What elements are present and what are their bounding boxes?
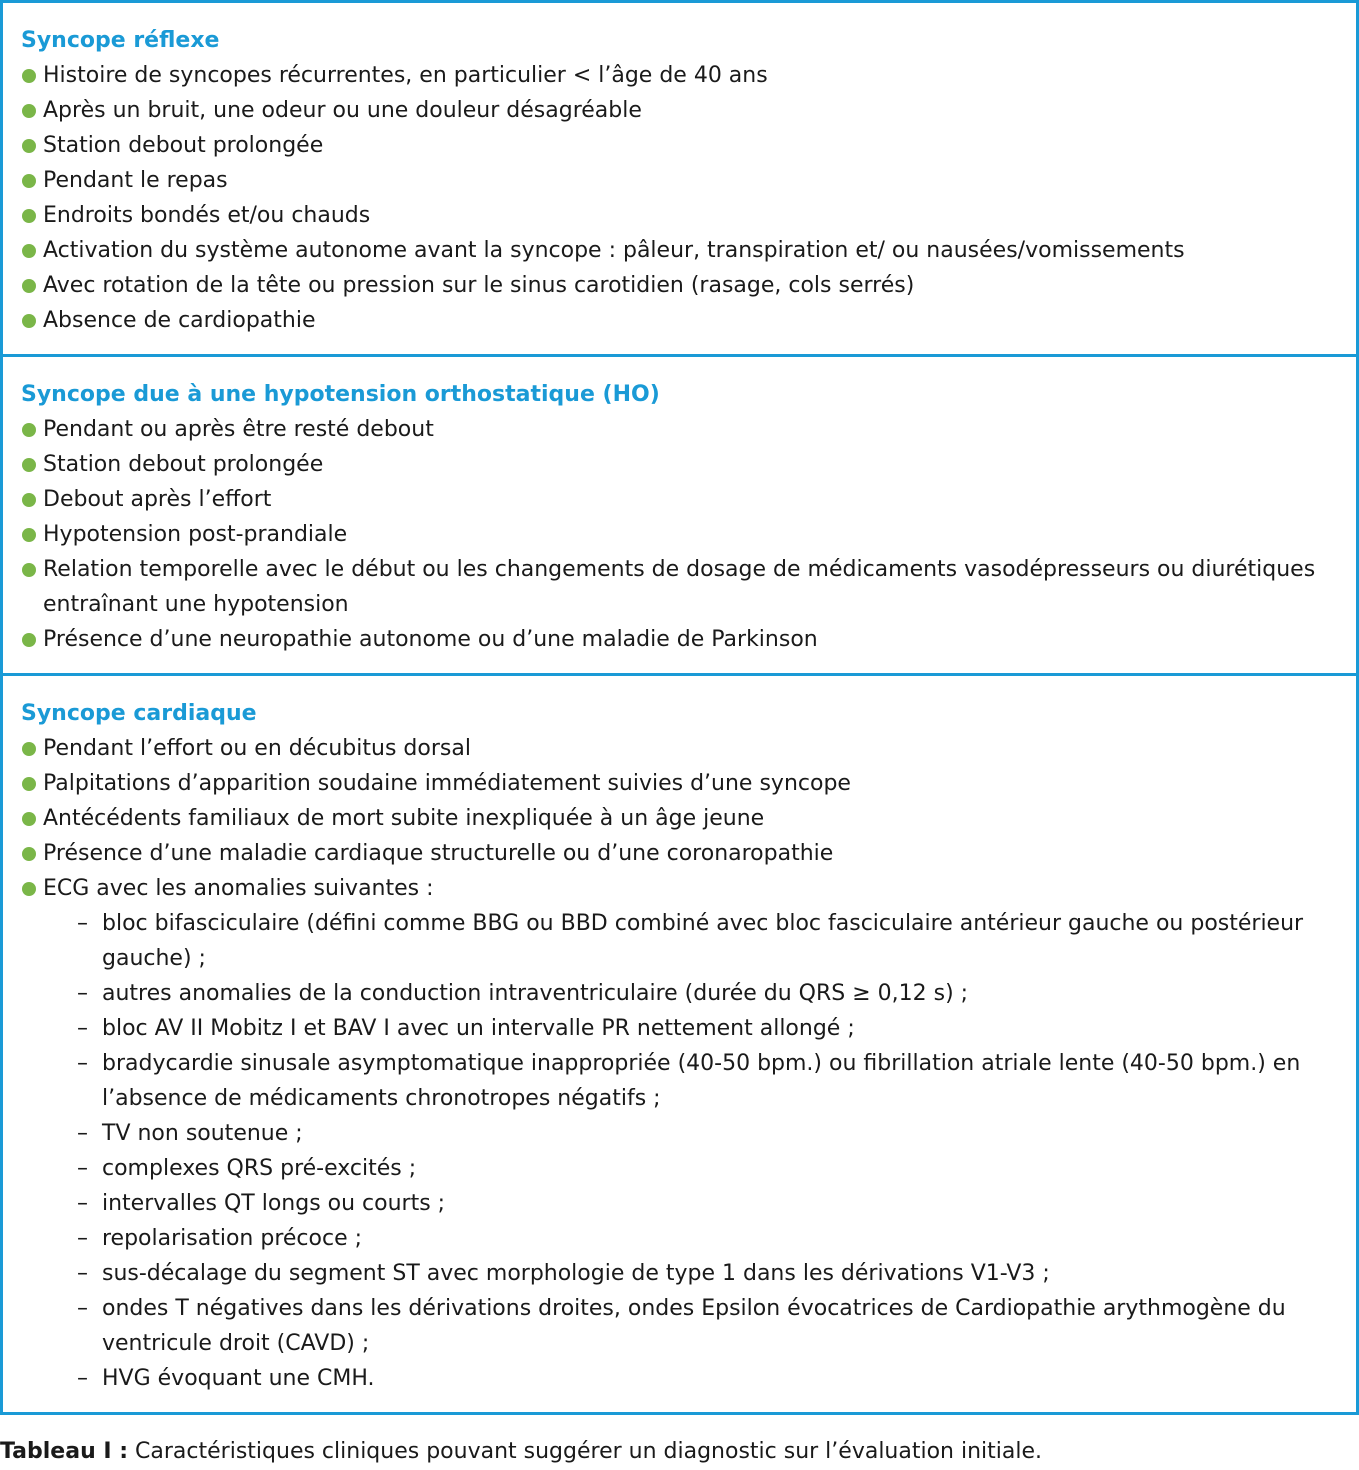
list-item: Présence d’une neuropathie autonome ou d’une maladie de Parkinson [21,622,1340,657]
bullet-icon [22,209,36,223]
section-cardiac-syncope [3,673,1356,1412]
list-item: Relation temporelle avec le début ou les changements de dosage de médicaments vasodépresseurs ou diurétiques entraînant une hypotension [21,552,1340,622]
bullet-icon [22,882,36,896]
dash-icon: – [77,1016,88,1041]
dash-icon: – [77,1296,88,1321]
list-item: Station debout prolongée [21,447,1340,482]
caption-label: Tableau I : [0,1439,129,1464]
section-orthostatic-syncope [3,354,1356,673]
bullet-icon [22,812,36,826]
dash-icon: – [77,1051,88,1076]
section-title: Syncope réflexe [21,28,220,53]
list-item: Debout après l’effort [21,482,1340,517]
list-item: Antécédents familiaux de mort subite inexpliquée à un âge jeune [21,801,1340,836]
list-item: ECG avec les anomalies suivantes : [21,871,1340,906]
bullet-icon [22,563,36,577]
list-item: Présence d’une maladie cardiaque structurelle ou d’une coronaropathie [21,836,1340,871]
bullet-icon [22,69,36,83]
sub-list-item: – TV non soutenue ; [21,1116,1340,1151]
section-title: Syncope due à une hypotension orthostatique (HO) [21,382,660,407]
bullet-icon [22,742,36,756]
list-item: Pendant le repas [21,163,1340,198]
dash-icon: – [77,1366,88,1391]
list-item: Pendant ou après être resté debout [21,412,1340,447]
table-caption [0,1437,1042,1467]
sub-list-item: – complexes QRS pré-excités ; [21,1151,1340,1186]
bullet-icon [22,847,36,861]
sub-list-item: – autres anomalies de la conduction intraventriculaire (durée du QRS ≥ 0,12 s) ; [21,976,1340,1011]
section-title: Syncope cardiaque [21,701,257,726]
dash-icon: – [77,1121,88,1146]
list-item: Hypotension post-prandiale [21,517,1340,552]
dash-icon: – [77,1261,88,1286]
bullet-icon [22,139,36,153]
list-item: Avec rotation de la tête ou pression sur le sinus carotidien (rasage, cols serrés) [21,268,1340,303]
list-item: Pendant l’effort ou en décubitus dorsal [21,731,1340,766]
sub-list-item: – ondes T négatives dans les dérivations droites, ondes Epsilon évocatrices de Cardiopathie arythmogène du ventricule droit (CAVD) ; [21,1291,1340,1361]
bullet-icon [22,493,36,507]
list-item: Palpitations d’apparition soudaine immédiatement suivies d’une syncope [21,766,1340,801]
sub-list-item: – sus-décalage du segment ST avec morphologie de type 1 dans les dérivations V1-V3 ; [21,1256,1340,1291]
bullet-icon [22,244,36,258]
caption-text: Caractéristiques cliniques pouvant suggérer un diagnostic sur l’évaluation initiale. [135,1439,1043,1464]
list-item: Histoire de syncopes récurrentes, en particulier < l’âge de 40 ans [21,58,1340,93]
bullet-icon [22,174,36,188]
section-reflex-syncope [3,3,1356,354]
dash-icon: – [77,911,88,936]
bullet-icon [22,423,36,437]
list-item: Après un bruit, une odeur ou une douleur désagréable [21,93,1340,128]
dash-icon: – [77,981,88,1006]
bullet-icon [22,633,36,647]
sub-list-item: – bradycardie sinusale asymptomatique inappropriée (40-50 bpm.) ou fibrillation atriale lente (40-50 bpm.) en l’absence de médicaments chronotropes négatifs ; [21,1046,1340,1116]
dash-icon: – [77,1191,88,1216]
dash-icon: – [77,1226,88,1251]
list-item: Absence de cardiopathie [21,303,1340,338]
sub-list-item: – repolarisation précoce ; [21,1221,1340,1256]
list-item: Station debout prolongée [21,128,1340,163]
sub-list-item: – HVG évoquant une CMH. [21,1361,1340,1396]
bullet-icon [22,777,36,791]
bullet-icon [22,104,36,118]
bullet-icon [22,528,36,542]
sub-list-item: – intervalles QT longs ou courts ; [21,1186,1340,1221]
sub-list-item: – bloc AV II Mobitz I et BAV I avec un intervalle PR nettement allongé ; [21,1011,1340,1046]
list-item: Activation du système autonome avant la syncope : pâleur, transpiration et/ ou nausées/vomissements [21,233,1340,268]
sub-list-item: – bloc bifasciculaire (défini comme BBG ou BBD combiné avec bloc fasciculaire antérieur gauche ou postérieur gauche) ; [21,906,1340,976]
bullet-icon [22,458,36,472]
bullet-icon [22,279,36,293]
list-item: Endroits bondés et/ou chauds [21,198,1340,233]
bullet-icon [22,314,36,328]
dash-icon: – [77,1156,88,1181]
